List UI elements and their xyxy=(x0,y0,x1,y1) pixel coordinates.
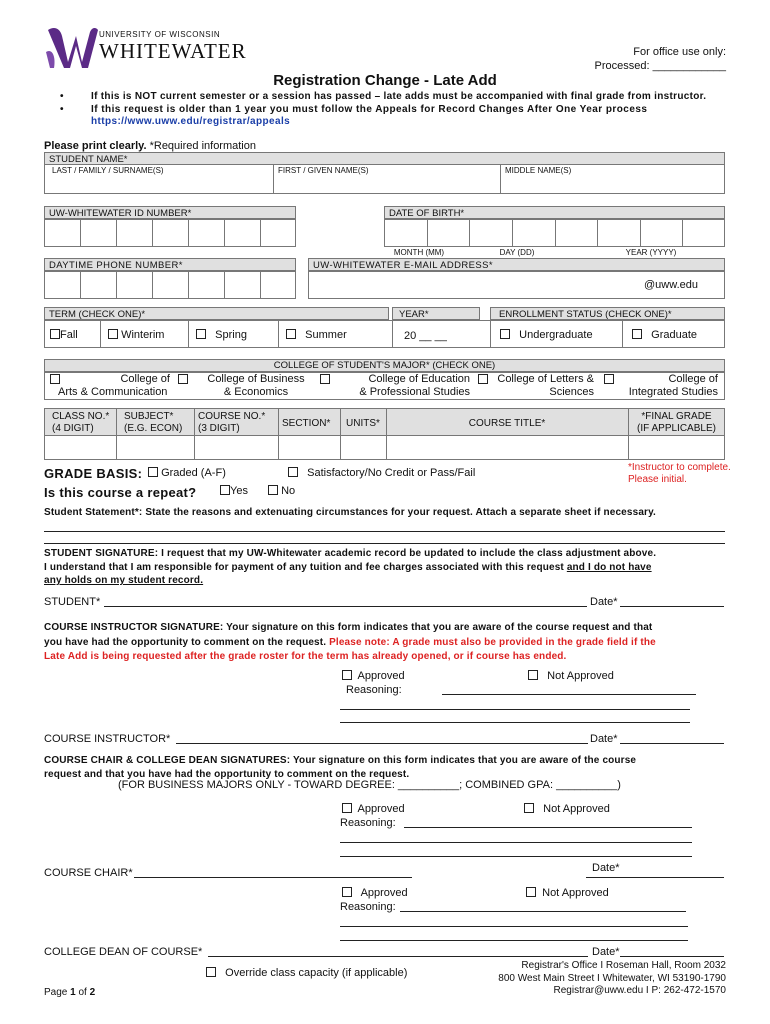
dob-cell-divider xyxy=(640,219,641,247)
business-majors-note: (FOR BUSINESS MAJORS ONLY - TOWARD DEGREE: __________; COMBINED GPA: __________) xyxy=(118,779,621,791)
id-cell-divider xyxy=(80,219,81,247)
repeat-no[interactable]: No xyxy=(268,485,295,497)
term-header: TERM (CHECK ONE)* xyxy=(44,307,389,320)
graded-checkbox[interactable] xyxy=(148,467,158,477)
registrar-office-info: Registrar's Office I Roseman Hall, Room 2032 800 West Main Street I Whitewater, WI 53190-1790 Registrar@uww.edu I P: 262-472-1570 xyxy=(498,960,726,996)
college-business: College of Business & Economics xyxy=(207,373,305,398)
print-clearly-note: Please print clearly. *Required information xyxy=(44,140,256,152)
instructor-reason-line-3[interactable] xyxy=(340,722,690,723)
grade-basis-label: GRADE BASIS: xyxy=(44,466,143,481)
section-header: SECTION* xyxy=(282,418,331,429)
chair-date-label: Date* xyxy=(592,862,620,874)
id-cell-divider xyxy=(260,219,261,247)
units-header: UNITS* xyxy=(346,418,380,429)
registrar-contact[interactable]: Registrar@uww.edu I P: 262-472-1570 xyxy=(553,985,726,996)
satisfactory-option[interactable]: Satisfactory/No Credit or Pass/Fail xyxy=(288,467,475,479)
id-cell-divider xyxy=(224,219,225,247)
first-name-field[interactable]: FIRST / GIVEN NAME(S) xyxy=(278,166,369,175)
chair-reason-line-1[interactable] xyxy=(404,827,692,828)
instructor-signature-text: COURSE INSTRUCTOR SIGNATURE: Your signature on this form indicates that you are aware of the course request and that you have had the opportunity to comment on the request. Please note: A grade must also be provided in the grade field if the Late Add is being requested after the grade roster for the term has already opened, or if course has ended. xyxy=(44,622,656,662)
college-arts: College of xyxy=(120,373,170,385)
middle-name-field[interactable]: MIDDLE NAME(S) xyxy=(505,166,572,175)
spring-checkbox[interactable] xyxy=(196,329,206,339)
month-label: MONTH (MM) xyxy=(393,248,445,257)
graduate-checkbox[interactable] xyxy=(632,329,642,339)
year-label: YEAR (YYYY) xyxy=(625,248,677,257)
page-number: Page 1 of 2 xyxy=(44,987,96,998)
phone-header: DAYTIME PHONE NUMBER* xyxy=(44,258,296,271)
chair-date-line[interactable] xyxy=(586,877,724,878)
course-title-header: COURSE TITLE* xyxy=(468,418,546,429)
student-statement-label: Student Statement*: State the reasons and extenuating circumstances for your request. Attach a separate sheet if necessary. xyxy=(44,507,656,518)
id-cell-divider xyxy=(188,219,189,247)
instructor-approved-checkbox[interactable] xyxy=(342,670,352,680)
phone-cell-divider xyxy=(260,271,261,299)
dean-reason-line-2[interactable] xyxy=(340,926,688,927)
undergraduate-checkbox[interactable] xyxy=(500,329,510,339)
chair-not-approved[interactable]: Not Approved xyxy=(524,803,610,815)
course-chair-label: COURSE CHAIR* xyxy=(44,867,133,879)
year-field[interactable]: 20 __ __ xyxy=(404,330,447,342)
dean-not-approved[interactable]: Not Approved xyxy=(526,887,609,899)
year-header: YEAR* xyxy=(392,307,480,320)
instructor-not-approved-checkbox[interactable] xyxy=(528,670,538,680)
email-suffix: @uww.edu xyxy=(644,279,698,291)
final-grade-header: *FINAL GRADE (IF APPLICABLE) xyxy=(637,411,716,434)
page-title: Registration Change - Late Add xyxy=(273,72,497,89)
instructor-date-label: Date* xyxy=(590,733,618,745)
chair-signature-line[interactable] xyxy=(134,877,412,878)
statement-line-1[interactable] xyxy=(44,531,725,532)
class-no-header: CLASS NO.* (4 DIGIT) xyxy=(52,411,110,434)
last-name-field[interactable]: LAST / FAMILY / SURNAME(S) xyxy=(52,166,164,175)
id-cell-divider xyxy=(116,219,117,247)
enroll-graduate[interactable]: Graduate xyxy=(632,329,697,341)
day-label: DAY (DD) xyxy=(499,248,535,257)
phone-cell-divider xyxy=(116,271,117,299)
college-dean-label: COLLEGE DEAN OF COURSE* xyxy=(44,946,203,958)
fall-checkbox[interactable] xyxy=(50,329,60,339)
phone-cell-divider xyxy=(188,271,189,299)
appeals-link[interactable]: https://www.uww.edu/registrar/appeals xyxy=(91,116,291,127)
dob-header: DATE OF BIRTH* xyxy=(384,206,725,219)
logo-top-text: UNIVERSITY OF WISCONSIN xyxy=(99,30,221,39)
chair-reasoning-label: Reasoning: xyxy=(340,817,396,829)
chair-approved[interactable]: Approved xyxy=(342,803,405,815)
student-signature-line[interactable] xyxy=(104,606,587,607)
phone-cell-divider xyxy=(80,271,81,299)
instructor-signature-line[interactable] xyxy=(176,743,588,744)
student-signature-text: STUDENT SIGNATURE: I request that my UW-Whitewater academic record be updated to include the class adjustment above. I understand that I am responsible for payment of any tuition and fee charges associated with this request and I do not have any holds on my student record. xyxy=(44,548,657,586)
chair-not-approved-checkbox[interactable] xyxy=(524,803,534,813)
dob-cell-divider xyxy=(512,219,513,247)
processed-label: Processed: ____________ xyxy=(594,60,726,72)
dob-cell-divider xyxy=(555,219,556,247)
dean-date-line[interactable] xyxy=(620,956,724,957)
instructor-date-line[interactable] xyxy=(620,743,724,744)
subject-header: SUBJECT* (E.G. ECON) xyxy=(124,411,183,434)
phone-cell-divider xyxy=(224,271,225,299)
dean-approved[interactable]: Approved xyxy=(342,887,408,899)
statement-line-2[interactable] xyxy=(44,543,725,544)
dean-approved-checkbox[interactable] xyxy=(342,887,352,897)
enrollment-header: ENROLLMENT STATUS (CHECK ONE)* xyxy=(490,307,725,320)
dean-reason-line-3[interactable] xyxy=(340,940,688,941)
office-use-label: For office use only: xyxy=(633,46,726,58)
term-summer[interactable]: Summer xyxy=(286,329,347,341)
instructor-note: *Instructor to complete. Please initial. xyxy=(628,462,731,485)
id-number-boxes[interactable] xyxy=(44,219,296,247)
term-fall[interactable]: Fall xyxy=(50,329,78,341)
course-instructor-label: COURSE INSTRUCTOR* xyxy=(44,733,171,745)
chair-reason-line-2[interactable] xyxy=(340,842,692,843)
student-name-header: STUDENT NAME* xyxy=(44,152,725,165)
chair-approved-checkbox[interactable] xyxy=(342,803,352,813)
email-header: UW-WHITEWATER E-MAIL ADDRESS* xyxy=(308,258,725,271)
phone-boxes[interactable] xyxy=(44,271,296,299)
college-integrated: College of Integrated Studies xyxy=(628,373,718,398)
term-spring[interactable]: Spring xyxy=(196,329,247,341)
dob-cell-divider xyxy=(682,219,683,247)
dob-cell-divider xyxy=(469,219,470,247)
phone-cell-divider xyxy=(152,271,153,299)
winterim-checkbox[interactable] xyxy=(108,329,118,339)
education-checkbox[interactable] xyxy=(320,374,330,384)
id-number-header: UW-WHITEWATER ID NUMBER* xyxy=(44,206,296,219)
id-cell-divider xyxy=(152,219,153,247)
dob-cell-divider xyxy=(597,219,598,247)
logo-main-text: WHITEWATER xyxy=(99,39,247,63)
dean-reason-line-1[interactable] xyxy=(400,911,686,912)
graded-option[interactable]: Graded (A-F) xyxy=(148,467,226,479)
term-winterim[interactable]: Winterim xyxy=(108,329,164,341)
instructor-reason-line-1[interactable] xyxy=(442,694,696,695)
dean-date-label: Date* xyxy=(592,946,620,958)
override-checkbox[interactable] xyxy=(206,967,216,977)
dob-cell-divider xyxy=(427,219,428,247)
no-checkbox[interactable] xyxy=(268,485,278,495)
student-signature-label: STUDENT* xyxy=(44,596,101,608)
college-education: College of Education & Professional Studies xyxy=(359,373,470,398)
business-checkbox[interactable] xyxy=(178,374,188,384)
student-date-label: Date* xyxy=(590,596,618,608)
satisfactory-checkbox[interactable] xyxy=(288,467,298,477)
college-letters: College of Letters & Sciences xyxy=(497,373,594,398)
instructor-reasoning-label: Reasoning: xyxy=(346,684,402,696)
summer-checkbox[interactable] xyxy=(286,329,296,339)
chair-signature-text: COURSE CHAIR & COLLEGE DEAN SIGNATURES: Your signature on this form indicates that you are aware of the course request and that you have had the opportunity to comment on the request. xyxy=(44,755,637,780)
university-logo xyxy=(44,22,247,72)
course-no-header: COURSE NO.* (3 DIGIT) xyxy=(198,411,266,434)
chair-reason-line-3[interactable] xyxy=(340,856,692,857)
repeat-label: Is this course a repeat? xyxy=(44,485,197,500)
instructor-not-approved[interactable]: Not Approved xyxy=(528,670,614,682)
college-header: COLLEGE OF STUDENT'S MAJOR* (CHECK ONE) xyxy=(44,359,725,372)
logo-w-icon xyxy=(44,22,100,72)
dean-not-approved-checkbox[interactable] xyxy=(526,887,536,897)
enroll-undergraduate[interactable]: Undergraduate xyxy=(500,329,593,341)
yes-checkbox[interactable] xyxy=(220,485,230,495)
dean-signature-line[interactable] xyxy=(208,956,588,957)
instructor-approved[interactable]: Approved xyxy=(342,670,405,682)
instructor-reason-line-2[interactable] xyxy=(340,709,690,710)
student-date-line[interactable] xyxy=(620,606,724,607)
dean-reasoning-label: Reasoning: xyxy=(340,901,396,913)
repeat-yes[interactable]: Yes xyxy=(220,485,248,497)
override-option[interactable]: Override class capacity (if applicable) xyxy=(206,967,407,979)
